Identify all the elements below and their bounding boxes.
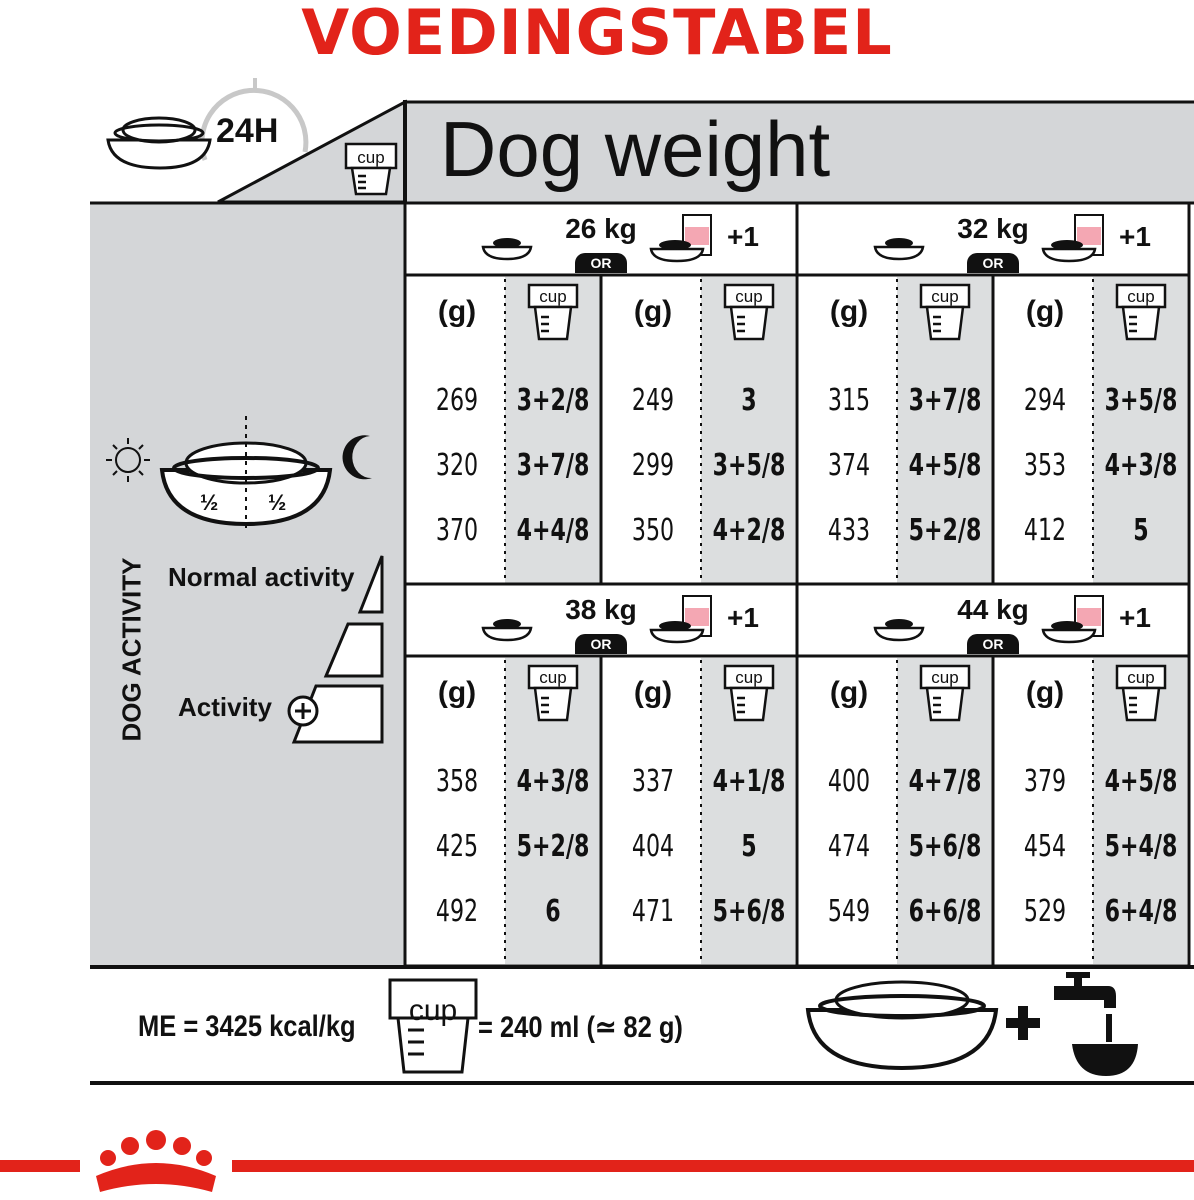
water-faucet-icon: [1054, 972, 1138, 1076]
cups-value: 6: [545, 894, 561, 929]
cups-value: 4+4/8: [516, 513, 590, 548]
grams-value: 249: [631, 383, 675, 418]
cup-equivalence: = 240 ml (≃ 82 g): [478, 1011, 683, 1044]
food-bowl-icon: [108, 118, 210, 168]
grams-value: 353: [1023, 448, 1067, 483]
dog-weight-value: 26 kg: [565, 213, 637, 244]
cup-label: cup: [931, 287, 959, 306]
grams-column-header: (g): [633, 676, 673, 709]
cups-value: 3+7/8: [516, 448, 590, 483]
cup-label: cup: [539, 287, 567, 306]
cup-label: cup: [735, 287, 763, 306]
page-title: VOEDINGSTABEL: [301, 0, 893, 69]
grams-value: 425: [435, 829, 479, 864]
cup-label: cup: [1127, 287, 1155, 306]
cups-value: 3+2/8: [516, 383, 590, 418]
brand-crown-logo: [96, 1130, 216, 1192]
or-badge: OR: [967, 634, 1019, 654]
grams-value: 471: [631, 894, 675, 929]
dog-weight-value: 44 kg: [957, 594, 1029, 625]
cups-value: 5+6/8: [712, 894, 786, 929]
cups-value: 3+7/8: [908, 383, 982, 418]
cups-value: 4+3/8: [1104, 448, 1178, 483]
grams-value: 374: [827, 448, 871, 483]
grams-value: 337: [631, 764, 675, 799]
grams-value: 358: [435, 764, 479, 799]
cups-value: 4+7/8: [908, 764, 982, 799]
grams-value: 412: [1023, 513, 1067, 548]
normal-activity-label: Normal activity: [168, 562, 355, 592]
half-left-label: ½: [200, 490, 219, 515]
grams-value: 529: [1023, 894, 1067, 929]
grams-column-header: (g): [829, 295, 869, 328]
cups-value: 4+3/8: [516, 764, 590, 799]
grams-column-header: (g): [633, 295, 673, 328]
footer-cup-label: cup: [408, 994, 458, 1027]
grams-value: 315: [827, 383, 871, 418]
cups-value: 4+5/8: [1104, 764, 1178, 799]
dog-weight-value: 32 kg: [957, 213, 1029, 244]
cup-label: cup: [931, 668, 959, 687]
cup-label: cup: [539, 668, 567, 687]
footer-food-bowl-icon: [808, 982, 996, 1068]
plus-one-label: +1: [1119, 221, 1151, 252]
grams-value: 370: [435, 513, 479, 548]
plus-circle-icon: [289, 697, 317, 725]
cup-label: cup: [735, 668, 763, 687]
high-activity-label: Activity: [178, 692, 272, 722]
grams-value: 299: [631, 448, 675, 483]
cups-value: 5: [741, 829, 757, 864]
half-right-label: ½: [268, 490, 287, 515]
or-badge: OR: [575, 253, 627, 273]
grams-value: 350: [631, 513, 675, 548]
grams-value: 294: [1023, 383, 1067, 418]
cups-value: 3: [741, 383, 757, 418]
plus-one-label: +1: [727, 602, 759, 633]
grams-column-header: (g): [1025, 295, 1065, 328]
cups-value: 4+5/8: [908, 448, 982, 483]
or-badge: OR: [967, 253, 1019, 273]
dog-weight-heading: Dog weight: [440, 105, 831, 193]
cups-value: 6+6/8: [908, 894, 982, 929]
cups-value: 5+4/8: [1104, 829, 1178, 864]
grams-value: 320: [435, 448, 479, 483]
cups-value: 5+2/8: [908, 513, 982, 548]
grams-column-header: (g): [829, 676, 869, 709]
cup-label: cup: [357, 148, 385, 167]
grams-value: 404: [631, 829, 675, 864]
grams-value: 269: [435, 383, 479, 418]
grams-value: 549: [827, 894, 871, 929]
grams-value: 433: [827, 513, 871, 548]
cups-value: 3+5/8: [712, 448, 786, 483]
grams-column-header: (g): [437, 295, 477, 328]
grams-column-header: (g): [437, 676, 477, 709]
grams-column-header: (g): [1025, 676, 1065, 709]
grams-value: 454: [1023, 829, 1067, 864]
cups-value: 5: [1133, 513, 1149, 548]
cups-value: 6+4/8: [1104, 894, 1178, 929]
grams-value: 474: [827, 829, 871, 864]
period-label: 24H: [216, 112, 279, 150]
cups-value: 4+2/8: [712, 513, 786, 548]
plus-icon: [1006, 1006, 1040, 1040]
energy-value: ME = 3425 kcal/kg: [138, 1010, 356, 1043]
or-badge: OR: [575, 634, 627, 654]
grams-value: 379: [1023, 764, 1067, 799]
plus-one-label: +1: [727, 221, 759, 252]
plus-one-label: +1: [1119, 602, 1151, 633]
cups-value: 4+1/8: [712, 764, 786, 799]
grams-value: 492: [435, 894, 479, 929]
grams-value: 400: [827, 764, 871, 799]
dog-weight-value: 38 kg: [565, 594, 637, 625]
cup-label: cup: [1127, 668, 1155, 687]
cups-value: 5+2/8: [516, 829, 590, 864]
cups-value: 3+5/8: [1104, 383, 1178, 418]
cups-value: 5+6/8: [908, 829, 982, 864]
